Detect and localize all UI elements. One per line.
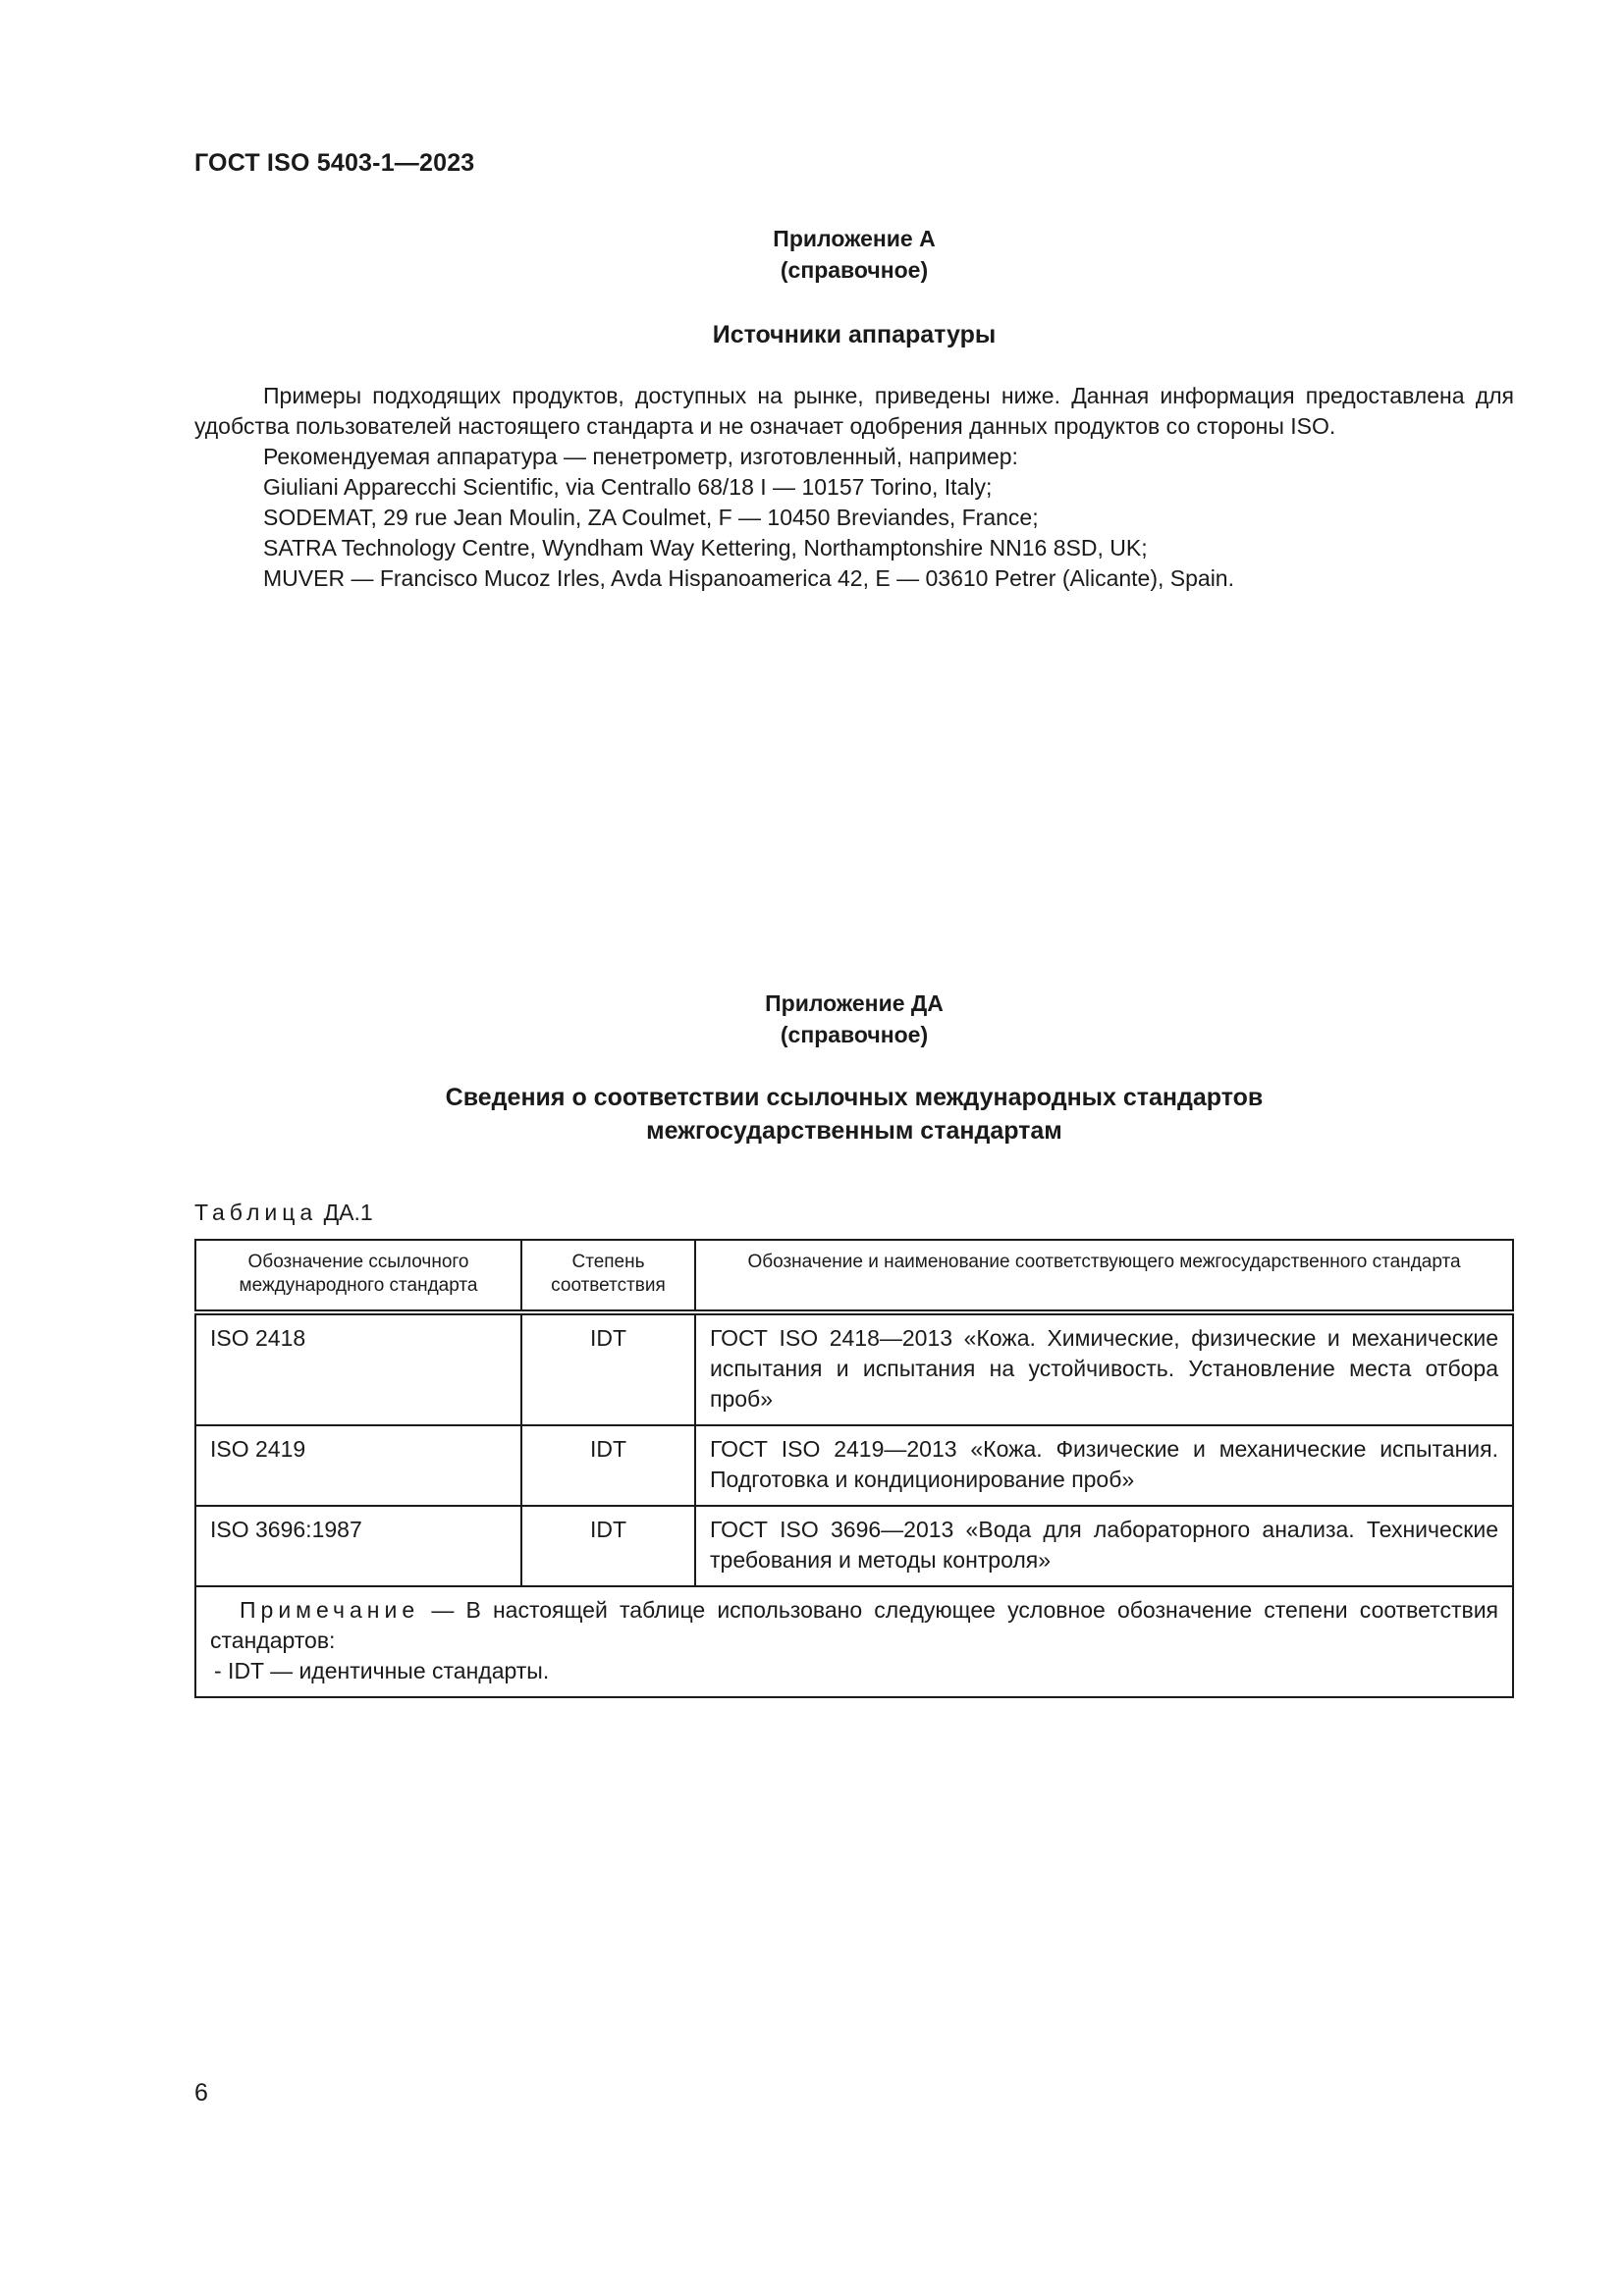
note-text: — В настоящей таблице использовано следующее условное обозначение степени соответствия стандартов: <box>210 1597 1498 1653</box>
cell-national: ГОСТ ISO 2418—2013 «Кожа. Химические, физические и механические испытания и испытания на устойчивость. Установление места отбора проб» <box>695 1312 1513 1425</box>
supplier-item: Giuliani Apparecchi Scientific, via Centrallo 68/18 I — 10157 Torino, Italy; <box>263 474 993 500</box>
appendix-da-status: (справочное) <box>780 1022 929 1047</box>
table-label-word: Таблица <box>194 1200 318 1225</box>
table-header-row <box>195 1240 1513 1312</box>
appendix-a-recommended: Рекомендуемая аппаратура — пенетрометр, изготовленный, например: <box>263 444 1018 469</box>
appendix-a-heading: Источники аппаратуры <box>712 321 997 348</box>
note-label: Примечание <box>240 1597 420 1623</box>
note-paragraph <box>210 1595 1498 1656</box>
table-row <box>195 1312 1513 1425</box>
supplier-item: SATRA Technology Centre, Wyndham Way Kettering, Northamptonshire NN16 8SD, UK; <box>263 535 1148 561</box>
table-row <box>195 1425 1513 1506</box>
cell-reference: ISO 2419 <box>195 1425 521 1506</box>
appendix-a-status: (справочное) <box>780 257 929 283</box>
table-label-number: ДА.1 <box>323 1200 373 1225</box>
table-note-row <box>195 1586 1513 1697</box>
appendix-a-intro: Примеры подходящих продуктов, доступных на рынке, приведены ниже. Данная информация предоставлена для удобства пользователей настоящего стандарта и не означает одобрения данных продуктов со стороны ISO. <box>194 383 1514 439</box>
appendix-a-title-block <box>194 223 1514 286</box>
cell-degree: IDT <box>521 1312 695 1425</box>
document-code: ГОСТ ISO 5403-1—2023 <box>194 149 475 177</box>
column-header-reference: Обозначение ссылочного международного стандарта <box>195 1240 521 1312</box>
appendix-da-heading <box>194 1081 1514 1148</box>
cell-degree: IDT <box>521 1506 695 1586</box>
correspondence-table <box>194 1239 1514 1698</box>
cell-reference: ISO 3696:1987 <box>195 1506 521 1586</box>
cell-degree: IDT <box>521 1425 695 1506</box>
note-item: - IDT — идентичные стандарты. <box>214 1658 550 1683</box>
table-row <box>195 1506 1513 1586</box>
cell-reference: ISO 2418 <box>195 1312 521 1425</box>
appendix-da-heading-line1: Сведения о соответствии ссылочных международных стандартов <box>445 1084 1264 1111</box>
supplier-item: MUVER — Francisco Mucoz Irles, Avda Hispanoamerica 42, E — 03610 Petrer (Alicante), Spain. <box>263 565 1234 591</box>
page-number: 6 <box>194 2079 208 2107</box>
appendix-da-title-block <box>194 988 1514 1050</box>
appendix-a-body <box>194 381 1514 594</box>
supplier-item: SODEMAT, 29 rue Jean Moulin, ZA Coulmet, F — 10450 Breviandes, France; <box>263 505 1039 530</box>
appendix-a-title: Приложение А <box>773 226 936 251</box>
cell-national: ГОСТ ISO 2419—2013 «Кожа. Физические и механические испытания. Подготовка и кондиционирование проб» <box>695 1425 1513 1506</box>
appendix-da-title: Приложение ДА <box>765 990 944 1016</box>
cell-national: ГОСТ ISO 3696—2013 «Вода для лабораторного анализа. Технические требования и методы контроля» <box>695 1506 1513 1586</box>
table-label <box>194 1200 373 1226</box>
column-header-national: Обозначение и наименование соответствующего межгосударственного стандарта <box>695 1240 1513 1312</box>
table-note <box>195 1586 1513 1697</box>
appendix-da-heading-line2: межгосударственным стандартам <box>646 1117 1062 1145</box>
column-header-degree: Степень соответствия <box>521 1240 695 1312</box>
